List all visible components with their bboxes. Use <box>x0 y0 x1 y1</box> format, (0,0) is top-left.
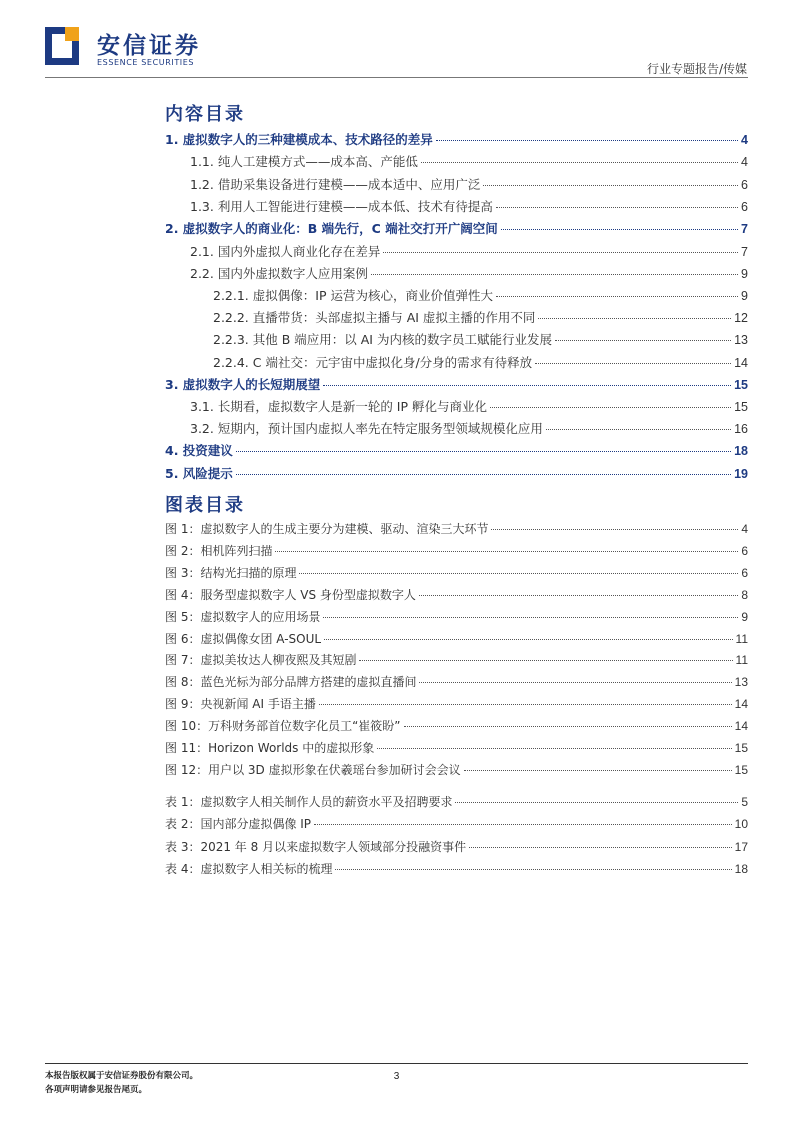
figure-entry-page: 4 <box>741 522 748 536</box>
toc-entry-label: 2.2.2. 直播带货：头部虚拟主播与 AI 虚拟主播的作用不同 <box>213 310 536 325</box>
table-entry-label: 表 2：国内部分虚拟偶像 IP <box>165 817 312 832</box>
figure-entry-label: 图 12：用户以 3D 虚拟形象在伏羲瑶台参加研讨会会议 <box>165 762 461 777</box>
figure-entry-label: 图 10：万科财务部首位数字化员工“崔筱盼” <box>165 719 401 734</box>
copyright-notice: 本报告版权属于安信证券股份有限公司。 <box>45 1071 199 1081</box>
figure-entry-label: 图 1：虚拟数字人的生成主要分为建模、驱动、渲染三大环节 <box>165 522 489 536</box>
figure-entry[interactable] <box>165 542 748 560</box>
toc-entry-page: 9 <box>741 267 748 281</box>
toc-entry[interactable] <box>165 131 748 149</box>
leader-dots <box>483 185 738 186</box>
leader-dots <box>404 726 732 727</box>
toc-entry-page: 7 <box>741 245 748 259</box>
leader-dots <box>535 363 731 364</box>
toc-entry-label: 2. 虚拟数字人的商业化：B 端先行，C 端社交打开广阔空间 <box>165 221 498 236</box>
figure-entry[interactable] <box>165 695 748 713</box>
figures-title: 图表目录 <box>165 495 245 516</box>
toc-entry-page: 15 <box>734 400 748 414</box>
toc-entry-page: 19 <box>734 467 748 481</box>
toc-entry[interactable] <box>190 398 748 416</box>
logo-chinese-name: 安信证券 <box>97 33 201 59</box>
leader-dots <box>371 274 738 275</box>
toc-entry[interactable] <box>165 376 748 394</box>
figure-entry[interactable] <box>165 564 748 582</box>
toc-entry-label: 5. 风险提示 <box>165 466 233 481</box>
toc-entry-label: 2.1. 国内外虚拟人商业化存在差异 <box>190 244 381 259</box>
leader-dots <box>236 451 731 452</box>
leader-dots <box>275 551 738 552</box>
toc-entry[interactable] <box>165 465 748 483</box>
toc-entry[interactable] <box>190 265 748 283</box>
figure-entry-page: 14 <box>734 719 748 734</box>
toc-entry[interactable] <box>190 420 748 438</box>
toc-entry[interactable] <box>165 442 748 460</box>
leader-dots <box>555 340 731 341</box>
page-number: 3 <box>393 1071 400 1082</box>
leader-dots <box>496 296 738 297</box>
leader-dots <box>323 385 731 386</box>
leader-dots <box>436 140 738 141</box>
toc-entry-page: 4 <box>741 155 748 169</box>
leader-dots <box>491 529 738 530</box>
toc-entry-page: 13 <box>734 333 748 347</box>
leader-dots <box>236 474 731 475</box>
leader-dots <box>419 595 738 596</box>
figure-entry-page: 11 <box>735 631 748 646</box>
toc-entry-page: 4 <box>741 133 748 147</box>
table-entry-page: 5 <box>741 795 748 809</box>
figure-entry-page: 9 <box>741 609 748 624</box>
toc-entry-page: 16 <box>734 422 748 436</box>
figure-entry[interactable] <box>165 651 748 669</box>
table-entry-label: 表 4：虚拟数字人相关标的梳理 <box>165 861 333 876</box>
table-entry-page: 18 <box>734 861 748 876</box>
leader-dots <box>324 639 732 640</box>
figure-entry[interactable] <box>165 761 748 779</box>
leader-dots <box>455 802 738 803</box>
leader-dots <box>323 617 738 618</box>
toc-entry-label: 2.2.4. C 端社交：元宇宙中虚拟化身/分身的需求有待释放 <box>213 355 533 370</box>
leader-dots <box>335 869 731 870</box>
toc-entry-page: 12 <box>734 311 748 325</box>
leader-dots <box>469 847 732 848</box>
leader-dots <box>299 573 738 574</box>
figure-entry-page: 15 <box>734 762 748 777</box>
figure-entry-page: 6 <box>741 543 748 558</box>
disclaimer-notice: 各项声明请参见报告尾页。 <box>45 1085 148 1095</box>
toc-entry[interactable] <box>190 153 748 171</box>
leader-dots <box>319 704 732 705</box>
toc-entry-label: 1.3. 利用人工智能进行建模——成本低、技术有待提高 <box>190 199 493 214</box>
figure-entry-label: 图 11：Horizon Worlds 中的虚拟形象 <box>165 741 375 755</box>
table-entry[interactable] <box>165 860 748 878</box>
toc-entry[interactable] <box>190 243 748 261</box>
toc-entry-label: 2.2.1. 虚拟偶像：IP 运营为核心，商业价值弹性大 <box>213 288 493 303</box>
toc-entry-page: 7 <box>741 222 748 236</box>
toc-entry-page: 18 <box>734 444 748 458</box>
leader-dots <box>377 748 731 749</box>
figure-entry[interactable] <box>165 739 748 757</box>
toc-entry-label: 3.1. 长期看，虚拟数字人是新一轮的 IP 孵化与商业化 <box>190 399 487 414</box>
toc-entry-label: 4. 投资建议 <box>165 443 233 458</box>
figure-entry-page: 15 <box>734 741 748 755</box>
table-entry[interactable] <box>165 838 748 856</box>
table-entry[interactable] <box>165 793 748 811</box>
leader-dots <box>546 429 731 430</box>
figure-entry[interactable] <box>165 673 748 691</box>
figure-entry-label: 图 5：虚拟数字人的应用场景 <box>165 609 321 624</box>
page-header <box>0 0 793 80</box>
toc-entry-page: 6 <box>741 178 748 192</box>
leader-dots <box>490 407 731 408</box>
leader-dots <box>464 770 732 771</box>
toc-entry[interactable] <box>213 331 748 349</box>
figure-entry-label: 图 4：服务型虚拟数字人 VS 身份型虚拟数字人 <box>165 587 416 602</box>
figure-entry-label: 图 8：蓝色光标为部分品牌方搭建的虚拟直播间 <box>165 675 417 690</box>
toc-entry-page: 14 <box>734 356 748 370</box>
toc-entry-page: 9 <box>741 289 748 303</box>
figure-entry-label: 图 6：虚拟偶像女团 A-SOUL <box>165 631 322 646</box>
toc-entry-label: 2.2.3. 其他 B 端应用：以 AI 为内核的数字员工赋能行业发展 <box>213 332 552 347</box>
toc-entry-label: 3.2. 短期内，预计国内虚拟人率先在特定服务型领域规模化应用 <box>190 421 543 436</box>
table-entry-label: 表 1：虚拟数字人相关制作人员的薪资水平及招聘要求 <box>165 795 453 809</box>
figure-entry-page: 6 <box>741 565 748 580</box>
toc-entry-label: 1. 虚拟数字人的三种建模成本、技术路径的差异 <box>165 132 433 147</box>
header-divider <box>45 77 748 78</box>
table-entry-label: 表 3：2021 年 8 月以来虚拟数字人领域部分投融资事件 <box>165 839 467 854</box>
contents-title: 内容目录 <box>165 104 245 125</box>
table-entry[interactable] <box>165 815 748 833</box>
leader-dots <box>501 229 738 230</box>
toc-entry[interactable] <box>213 309 748 327</box>
essence-logo-icon <box>45 27 79 65</box>
figure-entry-label: 图 7：虚拟美妆达人柳夜熙及其短剧 <box>165 653 357 668</box>
leader-dots <box>314 824 732 825</box>
leader-dots <box>421 162 738 163</box>
toc-entry[interactable] <box>190 176 748 194</box>
toc-entry-label: 1.2. 借助采集设备进行建模——成本适中、应用广泛 <box>190 177 481 192</box>
leader-dots <box>359 660 732 661</box>
toc-entry[interactable] <box>165 220 748 238</box>
toc-entry-label: 3. 虚拟数字人的长短期展望 <box>165 377 321 392</box>
toc-entry-label: 2.2. 国内外虚拟数字人应用案例 <box>190 266 368 281</box>
figure-entry-label: 图 9：央视新闻 AI 手语主播 <box>165 697 316 712</box>
figure-entry-page: 8 <box>741 587 748 602</box>
leader-dots <box>538 318 731 319</box>
footer-divider <box>45 1063 748 1064</box>
logo-english-name: ESSENCE SECURITIES <box>97 58 195 67</box>
table-entry-page: 17 <box>734 839 748 854</box>
report-type: 行业专题报告/传媒 <box>646 62 747 76</box>
figure-entry[interactable] <box>165 630 748 648</box>
figure-entry-label: 图 3：结构光扫描的原理 <box>165 565 297 580</box>
toc-entry[interactable] <box>213 287 748 305</box>
leader-dots <box>419 682 731 683</box>
toc-entry[interactable] <box>190 198 748 216</box>
figure-entry-page: 14 <box>734 697 748 712</box>
figure-entry[interactable] <box>165 717 748 735</box>
toc-entry-page: 6 <box>741 200 748 214</box>
leader-dots <box>496 207 738 208</box>
table-entry-page: 10 <box>734 817 748 832</box>
toc-entry-label: 1.1. 纯人工建模方式——成本高、产能低 <box>190 154 418 169</box>
figure-entry-label: 图 2：相机阵列扫描 <box>165 543 273 558</box>
leader-dots <box>383 252 738 253</box>
figure-entry-page: 13 <box>734 675 748 690</box>
toc-entry-page: 15 <box>734 378 748 392</box>
figure-entry[interactable] <box>165 520 748 538</box>
figure-entry[interactable] <box>165 608 748 626</box>
toc-entry[interactable] <box>213 354 748 372</box>
figure-entry-page: 11 <box>735 653 748 668</box>
figure-entry[interactable] <box>165 586 748 604</box>
